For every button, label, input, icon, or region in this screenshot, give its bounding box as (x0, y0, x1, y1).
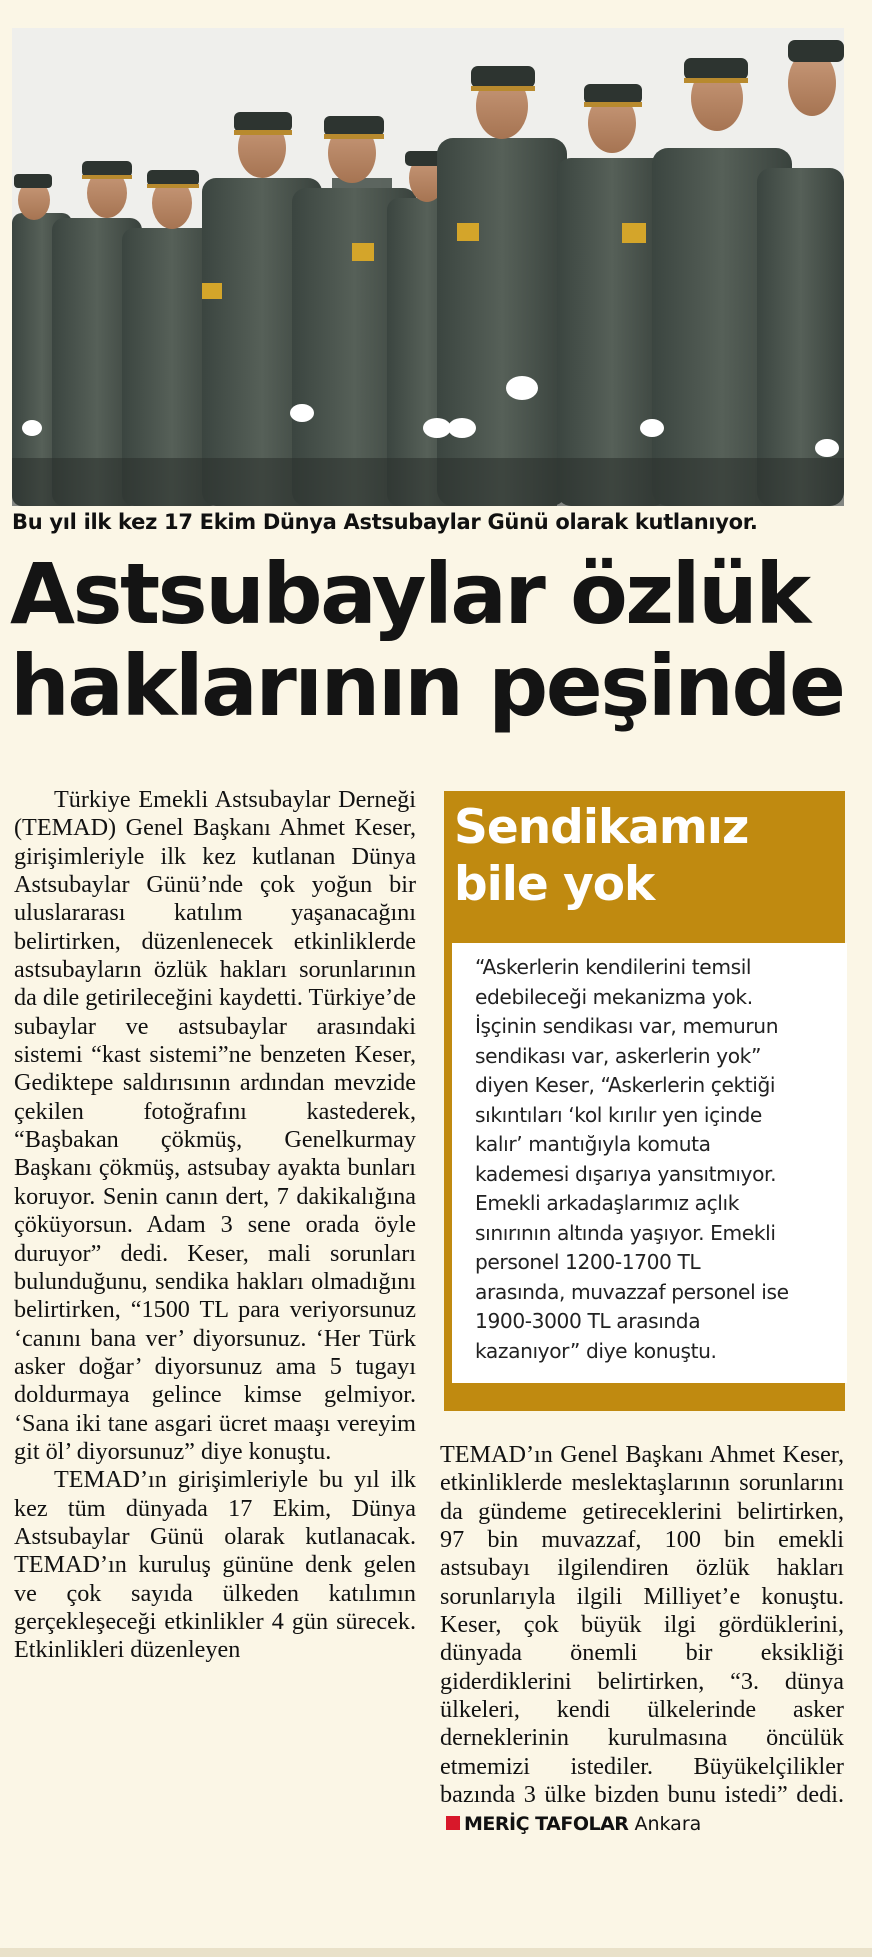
sidebar-line: “Askerlerin kendilerini temsil (475, 955, 752, 979)
byline-city: Ankara (634, 1813, 702, 1836)
sidebar-line: kalır’ mantığıyla komuta (475, 1132, 711, 1156)
photo-caption: Bu yıl ilk kez 17 Ekim Dünya Astsubaylar Günü olarak kutlanıyor. (12, 510, 758, 534)
sidebar-line: sendikası var, askerlerin yok” (475, 1043, 762, 1068)
byline-marker-icon (446, 1816, 460, 1830)
sidebar-quote (452, 943, 847, 1383)
article-column-right (440, 1441, 844, 1839)
sidebar-title-line: Sendikamız (454, 800, 749, 855)
sidebar-line: İşçinin sendikası var, memurun (475, 1014, 779, 1038)
sidebar-box (444, 791, 845, 1411)
headline-line: Astsubaylar özlük (10, 545, 809, 643)
news-photo (12, 28, 844, 506)
sidebar-title (454, 799, 834, 913)
sidebar-line: arasında, muvazzaf personel ise (475, 1279, 789, 1304)
sidebar-line: sıkıntıları ‘kol kırılır yen içinde (475, 1102, 762, 1127)
sidebar-line: diyen Keser, “Askerlerin çektiği (475, 1073, 776, 1097)
sidebar-line: Emekli arkadaşlarımız açlık (475, 1191, 739, 1215)
sidebar-line: kademesi dışarıya yansıtmıyor. (475, 1161, 777, 1186)
headline-line: haklarının peşinde (10, 637, 844, 735)
sidebar-line: personel 1200-1700 TL (475, 1250, 701, 1274)
sidebar-line: kazanıyor” diye konuştu. (475, 1338, 717, 1363)
article-column-left (14, 786, 416, 1665)
soldiers-illustration (12, 28, 844, 506)
article-paragraph: Türkiye Emekli Astsubaylar Derneği (TEMAD) Genel Başkanı Ahmet Keser, girişimleriyle ilk kez kutlanan Dünya Astsubaylar Günü’nde çok yoğun bir uluslararası katılım yaşanacağını belirtirken, düzenlenecek etkinliklerde astsubayların özlük hakları sorunlarının da dile getirileceğini kaydetti. Türkiye’de subaylar ve astsubaylar arasındaki sistemi “kast sistemi”ne benzeten Keser, Gediktepe saldırısının ardından mevzide çekilen fotoğrafını kastederek, “Başbakan çökmüş, Genelkurmay Başkanı çökmüş, astsubay ayakta bunları koruyor. Senin canın dert, 7 dakikalığına çöküyorsun. Adam 3 sene orada öyle duruyor” dedi. Keser, mali sorunları bulunduğunu, sendika hakları olmadığını belirtirken, “1500 TL para veriyorsunuz ‘canını bana ver’ diyorsunuz. ‘Her Türk asker doğar’ diyorsunuz ama 5 tugayı doldurmaya gelince kimse gelmiyor. ‘Sana iki tane asgari ücret maaşı vereyim git öl’ diyorsunuz” diye konuştu. (14, 786, 416, 1465)
article-paragraph (440, 1441, 844, 1839)
sidebar-title-line: bile yok (454, 857, 655, 912)
bottom-divider (0, 1948, 872, 1957)
sidebar-line: edebileceği mekanizma yok. (475, 984, 753, 1009)
sidebar-line: sınırının altında yaşıyor. Emekli (475, 1220, 776, 1245)
article-paragraph: TEMAD’ın girişimleriyle bu yıl ilk kez tüm dünyada 17 Ekim, Dünya Astsubaylar Günü olarak kutlanacak. TEMAD’ın kuruluş gününe denk gelen ve çok sayıda ülkeden katılımın gerçekleşeceği etkinlikler 4 gün sürecek. Etkinlikleri düzenleyen (14, 1466, 416, 1664)
byline-author: MERİÇ TAFOLAR (464, 1813, 629, 1836)
sidebar-line: 1900-3000 TL arasında (475, 1309, 701, 1333)
headline (10, 545, 866, 735)
article-text: TEMAD’ın Genel Başkanı Ahmet Keser, etkinliklerde meslektaşlarının sorunlarını da gündeme getireceklerini belirtirken, 97 bin muvazzaf, 100 bin emekli astsubayı ilgilendiren özlük hakları sorunlarıyla ilgili Milliyet’e konuştu. Keser, çok büyük ilgi gördüklerini, dünyada önemli bir eksikliği giderdiklerini belirtirken, “3. dünya ülkeleri, kendi ülkelerinde asker derneklerinin kurulmasına öncülük etmemizi istediler. Büyükelçilikler bazında 3 ülke bizden bunu istedi” dedi. (440, 1441, 844, 1809)
